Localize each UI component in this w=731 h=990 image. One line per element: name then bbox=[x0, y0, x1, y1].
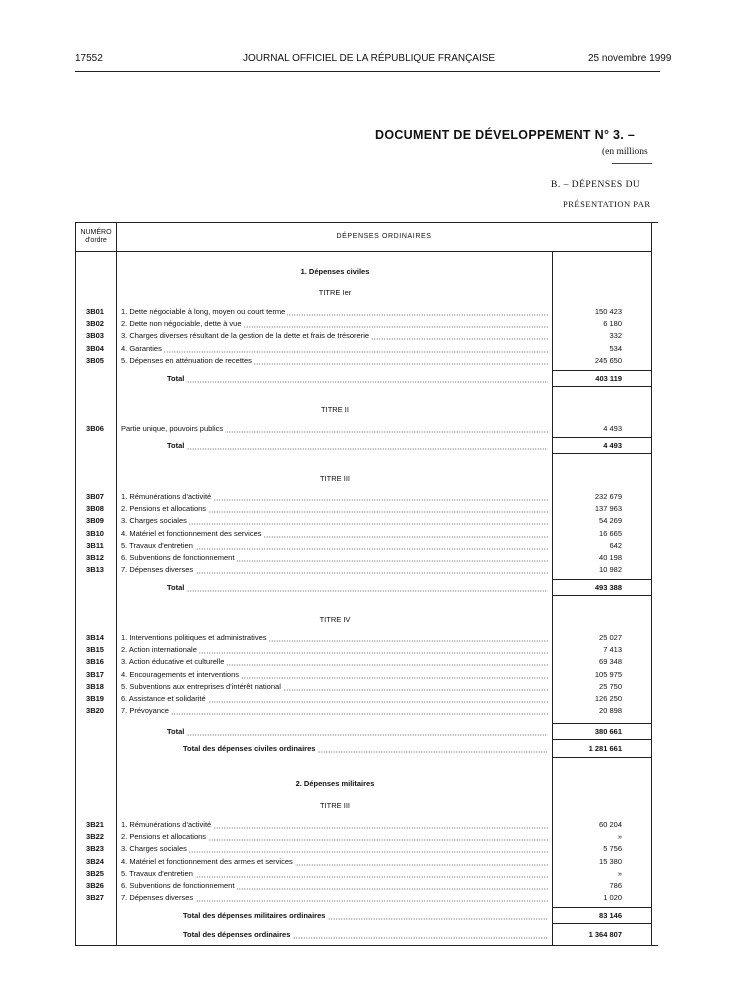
row-label bbox=[121, 645, 548, 654]
row-label-text: 4. Matériel et fonctionnement des services bbox=[121, 528, 262, 538]
row-value: » bbox=[617, 832, 622, 842]
document-subtitle: (en millions bbox=[602, 147, 648, 157]
row-code: 3B27 bbox=[86, 893, 104, 903]
row-label-text: 2. Action internationale bbox=[121, 645, 197, 655]
total-rule-bottom bbox=[553, 453, 651, 454]
row-value: 126 250 bbox=[594, 694, 622, 703]
row-label bbox=[121, 694, 548, 703]
row-label-text: 5. Dépenses en atténuation de recettes bbox=[121, 355, 252, 365]
row-label-text: 1. Rémunérations d'activité bbox=[121, 492, 212, 501]
row-value: 10 982 bbox=[599, 565, 622, 575]
row-value: 25 027 bbox=[599, 633, 622, 642]
row-label-text: 2. Pensions et allocations bbox=[121, 832, 207, 842]
presentation-heading: PRÉSENTATION PAR bbox=[563, 199, 651, 209]
table-bottom-border bbox=[75, 945, 658, 946]
total-value: 403 119 bbox=[595, 374, 622, 383]
table-top-border bbox=[75, 222, 658, 223]
row-label-text: 3. Charges diverses résultant de la gestion de la dette et frais de trésorerie bbox=[121, 331, 370, 341]
row-label-text: 1. Rémunérations d'activité bbox=[121, 820, 212, 829]
row-label-text: Total bbox=[167, 727, 185, 736]
titre-1-heading: TITRE Ier bbox=[318, 288, 352, 297]
row-value: » bbox=[617, 868, 622, 878]
row-value: 105 975 bbox=[594, 669, 622, 679]
military-titre-3-heading: TITRE III bbox=[320, 801, 350, 810]
subtitle-rule bbox=[612, 163, 652, 164]
row-label-text: 1. Interventions politiques et administratives bbox=[121, 633, 267, 642]
row-label-text: 5. Subventions aux entreprises d'intérêt national bbox=[121, 681, 281, 691]
col-header-ordre: d'ordre bbox=[85, 237, 107, 244]
row-value: 20 898 bbox=[599, 706, 622, 716]
row-label bbox=[121, 504, 548, 513]
civil-total-value: 1 281 661 bbox=[588, 744, 622, 753]
row-label-text: 2. Dette non négociable, dette à vue bbox=[121, 319, 242, 329]
row-code: 3B04 bbox=[86, 343, 104, 353]
page-number: 17552 bbox=[75, 53, 103, 64]
row-label-text: 6. Assistance et solidarité bbox=[121, 694, 206, 703]
row-code: 3B24 bbox=[86, 856, 104, 866]
value-column-right bbox=[651, 222, 652, 946]
row-code: 3B12 bbox=[86, 553, 104, 562]
header-bottom-rule bbox=[75, 251, 651, 252]
row-label bbox=[121, 706, 548, 715]
row-label-text: 3. Action éducative et culturelle bbox=[121, 657, 225, 667]
civil-expenses-heading: 1. Dépenses civiles bbox=[300, 267, 370, 276]
row-code: 3B14 bbox=[86, 633, 104, 642]
row-label bbox=[121, 319, 548, 328]
row-value: 786 bbox=[609, 881, 622, 890]
military-total-rule-bottom bbox=[553, 923, 651, 924]
row-code: 3B01 bbox=[86, 307, 104, 316]
titre-2-heading: TITRE II bbox=[321, 405, 349, 414]
row-label-text: 3. Charges sociales bbox=[121, 844, 187, 854]
military-total-value: 83 146 bbox=[599, 911, 622, 920]
row-code: 3B03 bbox=[86, 331, 104, 341]
civil-total-label bbox=[183, 744, 548, 753]
row-label-text: 7. Dépenses diverses bbox=[121, 565, 194, 575]
col-header-numero: NUMÉRO bbox=[80, 229, 112, 236]
total-label bbox=[167, 441, 548, 450]
total-rule-bottom bbox=[553, 739, 651, 740]
row-label bbox=[121, 529, 548, 538]
col-header-depenses: DÉPENSES ORDINAIRES bbox=[336, 233, 432, 240]
row-label bbox=[121, 516, 548, 525]
row-code: 3B08 bbox=[86, 504, 104, 514]
row-label bbox=[121, 844, 548, 853]
section-heading: B. – DÉPENSES DU bbox=[551, 180, 641, 190]
titre-3-heading: TITRE III bbox=[320, 474, 350, 483]
row-code: 3B26 bbox=[86, 881, 104, 890]
total-rule-bottom bbox=[553, 386, 651, 387]
military-total-label bbox=[183, 911, 548, 920]
row-label bbox=[121, 682, 548, 691]
row-code: 3B19 bbox=[86, 694, 104, 703]
row-label bbox=[121, 633, 548, 642]
row-value: 5 756 bbox=[603, 844, 622, 854]
journal-title: JOURNAL OFFICIEL DE LA RÉPUBLIQUE FRANÇAISE bbox=[243, 53, 496, 64]
total-value: 4 493 bbox=[603, 441, 622, 450]
row-label-text: 6. Subventions de fonctionnement bbox=[121, 881, 235, 890]
row-value: 332 bbox=[609, 331, 622, 341]
row-value: 25 750 bbox=[599, 681, 622, 691]
total-label bbox=[167, 727, 548, 736]
total-rule-top bbox=[553, 370, 651, 371]
row-value: 40 198 bbox=[599, 553, 622, 562]
row-label bbox=[121, 832, 548, 841]
row-value: 4 493 bbox=[603, 424, 622, 433]
row-label-text: 4. Matériel et fonctionnement des armes et services bbox=[121, 856, 293, 866]
military-expenses-heading: 2. Dépenses militaires bbox=[295, 779, 375, 788]
row-code: 3B22 bbox=[86, 832, 104, 842]
row-label-text: 7. Prévoyance bbox=[121, 706, 169, 716]
row-label-text: 3. Charges sociales bbox=[121, 516, 187, 526]
row-code: 3B11 bbox=[86, 540, 104, 550]
publication-date: 25 novembre 1999 bbox=[588, 53, 672, 64]
row-label-text: Total des dépenses civiles ordinaires bbox=[183, 744, 316, 753]
row-label-text: Total bbox=[167, 583, 185, 592]
row-code: 3B20 bbox=[86, 706, 104, 716]
row-label bbox=[121, 565, 548, 574]
row-code: 3B07 bbox=[86, 492, 104, 501]
row-value: 6 180 bbox=[603, 319, 622, 329]
row-label bbox=[121, 356, 548, 365]
row-label bbox=[121, 424, 548, 433]
row-label bbox=[121, 553, 548, 562]
code-column-divider bbox=[116, 222, 117, 946]
row-label bbox=[121, 492, 548, 501]
total-value: 493 388 bbox=[594, 583, 622, 592]
document-title: DOCUMENT DE DÉVELOPPEMENT N° 3. – bbox=[375, 128, 636, 142]
total-rule-top bbox=[553, 579, 651, 580]
row-label-text: 4. Encouragements et interventions bbox=[121, 669, 239, 679]
row-label-text: 5. Travaux d'entretien bbox=[121, 868, 193, 878]
row-value: 16 665 bbox=[599, 528, 622, 538]
table-left-border bbox=[75, 222, 76, 946]
row-label-text: 6. Subventions de fonctionnement bbox=[121, 553, 235, 562]
row-label bbox=[121, 541, 548, 550]
row-label bbox=[121, 881, 548, 890]
row-label bbox=[121, 307, 548, 316]
row-value: 15 380 bbox=[599, 856, 622, 866]
row-code: 3B10 bbox=[86, 528, 104, 538]
civil-total-rule bbox=[553, 757, 651, 758]
row-value: 69 348 bbox=[599, 657, 622, 667]
row-label bbox=[121, 657, 548, 666]
value-column-left bbox=[552, 251, 553, 946]
row-value: 1 020 bbox=[603, 893, 622, 903]
row-value: 642 bbox=[609, 540, 622, 550]
row-value: 137 963 bbox=[594, 504, 622, 514]
row-label bbox=[121, 869, 548, 878]
row-value: 534 bbox=[609, 343, 622, 353]
row-label bbox=[121, 344, 548, 353]
row-label bbox=[121, 670, 548, 679]
row-code: 3B17 bbox=[86, 669, 104, 679]
row-code: 3B09 bbox=[86, 516, 104, 526]
grand-total-value: 1 364 807 bbox=[588, 930, 622, 939]
row-value: 150 423 bbox=[594, 307, 622, 316]
row-label bbox=[121, 857, 548, 866]
row-value: 54 269 bbox=[599, 516, 622, 526]
row-label-text: 5. Travaux d'entretien bbox=[121, 540, 193, 550]
total-rule-top bbox=[553, 723, 651, 724]
row-code: 3B13 bbox=[86, 565, 104, 575]
military-total-rule-top bbox=[553, 907, 651, 908]
total-rule-bottom bbox=[553, 595, 651, 596]
row-label-text: Total des dépenses ordinaires bbox=[183, 930, 291, 939]
row-label-text: 1. Dette négociable à long, moyen ou court terme bbox=[121, 307, 286, 316]
row-code: 3B05 bbox=[86, 355, 104, 365]
row-code: 3B15 bbox=[86, 645, 104, 655]
row-label bbox=[121, 893, 548, 902]
row-label bbox=[121, 331, 548, 340]
row-code: 3B23 bbox=[86, 844, 104, 854]
row-label-text: 4. Garanties bbox=[121, 343, 162, 353]
grand-total-label bbox=[183, 930, 548, 939]
header-rule bbox=[75, 71, 660, 72]
row-label-text: 7. Dépenses diverses bbox=[121, 893, 194, 903]
row-label-text: Total bbox=[167, 441, 185, 450]
row-value: 60 204 bbox=[599, 820, 622, 829]
row-label-text: Total des dépenses militaires ordinaires bbox=[183, 911, 326, 920]
row-code: 3B06 bbox=[86, 424, 104, 433]
total-rule-top bbox=[553, 437, 651, 438]
total-label bbox=[167, 374, 548, 383]
row-label bbox=[121, 820, 548, 829]
row-value: 245 650 bbox=[594, 355, 622, 365]
row-label-text: 2. Pensions et allocations bbox=[121, 504, 207, 514]
row-code: 3B18 bbox=[86, 681, 104, 691]
row-code: 3B21 bbox=[86, 820, 104, 829]
row-value: 232 679 bbox=[594, 492, 622, 501]
row-code: 3B02 bbox=[86, 319, 104, 329]
total-label bbox=[167, 583, 548, 592]
row-label-text: Total bbox=[167, 374, 185, 383]
total-value: 380 661 bbox=[594, 727, 622, 736]
row-code: 3B16 bbox=[86, 657, 104, 667]
row-label-text: Partie unique, pouvoirs publics bbox=[121, 424, 224, 433]
titre-4-heading: TITRE IV bbox=[319, 615, 351, 624]
row-code: 3B25 bbox=[86, 868, 104, 878]
row-value: 7 413 bbox=[603, 645, 622, 655]
